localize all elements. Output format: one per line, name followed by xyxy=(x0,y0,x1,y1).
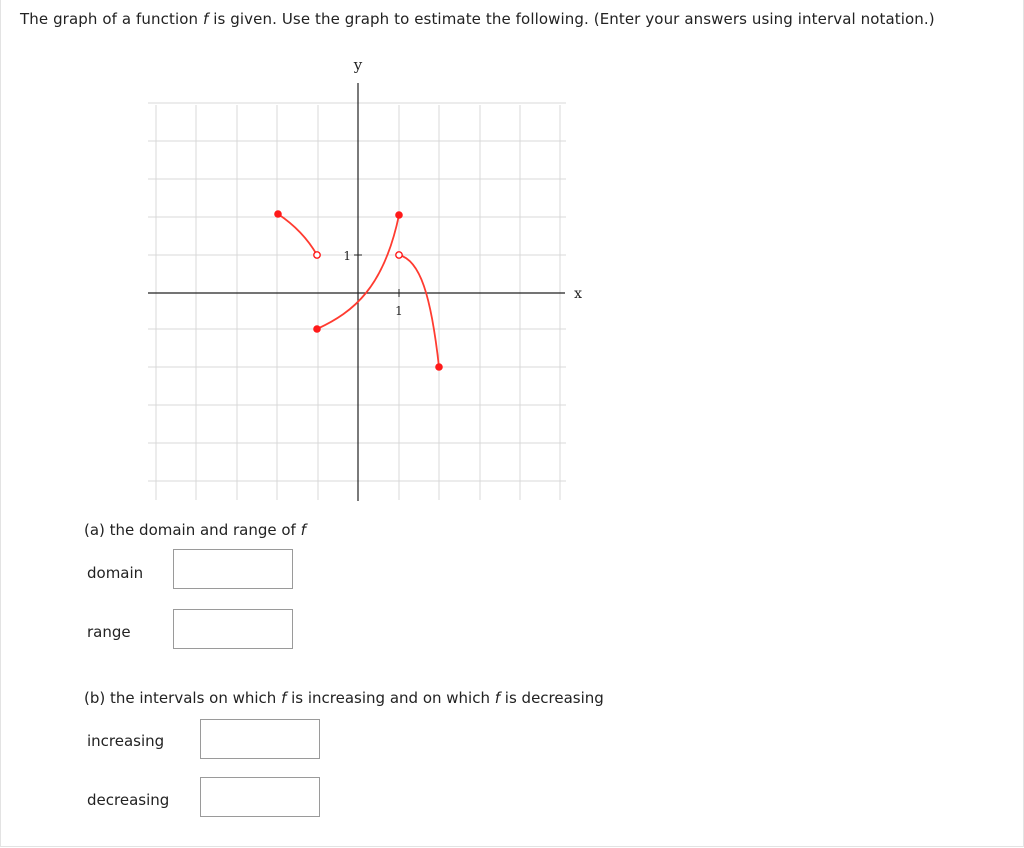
x-tick-label: 1 xyxy=(395,304,403,318)
range-input[interactable] xyxy=(173,609,293,649)
y-tick-label: 1 xyxy=(343,249,351,263)
open-endpoint xyxy=(396,252,402,258)
y-axis-label: y xyxy=(353,56,363,74)
domain-label: domain xyxy=(87,564,144,582)
range-label: range xyxy=(87,623,131,641)
closed-endpoint xyxy=(395,211,403,219)
question-prompt: The graph of a function f is given. Use the graph to estimate the following. (Enter your answers using interval notation.) xyxy=(20,10,935,28)
curve-left-piece xyxy=(278,214,317,255)
function-variable: f xyxy=(300,521,306,539)
increasing-input[interactable] xyxy=(200,719,320,759)
curve-right-piece xyxy=(399,255,439,367)
function-variable: f xyxy=(494,689,501,707)
closed-endpoint xyxy=(313,325,321,333)
function-variable: f xyxy=(281,689,287,707)
decreasing-label: decreasing xyxy=(87,791,170,809)
decreasing-input[interactable] xyxy=(200,777,320,817)
increasing-label: increasing xyxy=(87,732,165,750)
function-variable: f xyxy=(202,10,209,28)
domain-input[interactable] xyxy=(173,549,293,589)
function-graph xyxy=(148,55,582,505)
closed-endpoint xyxy=(435,363,443,371)
x-axis-label: x xyxy=(574,286,582,302)
part-a-heading: (a) the domain and range of f xyxy=(84,521,306,539)
open-endpoint xyxy=(314,252,320,258)
closed-endpoint xyxy=(274,210,282,218)
part-b-heading: (b) the intervals on which f is increasing and on which f is decreasing xyxy=(84,689,604,707)
